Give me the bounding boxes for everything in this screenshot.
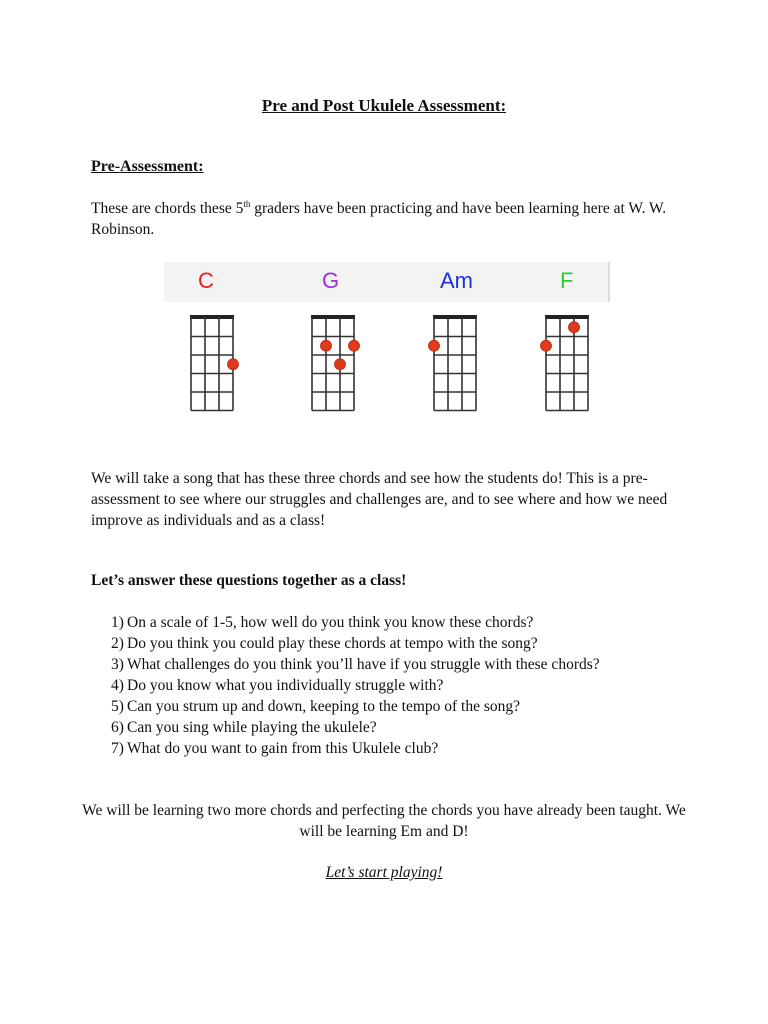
question-number: 1) bbox=[111, 614, 124, 631]
question-text: Do you think you could play these chords at tempo with the song? bbox=[127, 635, 538, 652]
chord-name-am: Am bbox=[440, 268, 473, 293]
list-item bbox=[91, 696, 691, 717]
finger-dot bbox=[429, 340, 440, 351]
question-text: On a scale of 1-5, how well do you think you know these chords? bbox=[127, 614, 534, 631]
question-number: 3) bbox=[111, 656, 124, 673]
list-item bbox=[91, 675, 691, 696]
chord-chart-image bbox=[164, 262, 608, 414]
question-text: What challenges do you think you’ll have if you struggle with these chords? bbox=[127, 656, 600, 673]
intro-paragraph bbox=[91, 198, 681, 240]
question-text: Can you strum up and down, keeping to the tempo of the song? bbox=[127, 698, 521, 715]
finger-dot bbox=[569, 322, 580, 333]
question-text: Can you sing while playing the ukulele? bbox=[127, 719, 377, 736]
question-number: 5) bbox=[111, 698, 124, 715]
intro-superscript: th bbox=[243, 198, 251, 209]
start-playing-text: Let’s start playing! bbox=[325, 864, 443, 881]
finger-dot bbox=[335, 359, 346, 370]
chord-name-f: F bbox=[560, 268, 574, 293]
list-item bbox=[91, 633, 691, 654]
chord-diagram-g bbox=[311, 315, 360, 411]
chord-name-g: G bbox=[322, 268, 340, 293]
question-text: Do you know what you individually struggle with? bbox=[127, 677, 444, 694]
body-paragraph: We will take a song that has these three chords and see how the students do! This is a pre-assessment to see where our struggles and challenges are, and to see where and how we need improve as individuals and as a class! bbox=[91, 470, 668, 529]
finger-dot bbox=[228, 359, 239, 370]
question-number: 2) bbox=[111, 635, 124, 652]
nut-line bbox=[433, 315, 477, 319]
chord-diagram-f bbox=[541, 315, 590, 411]
intro-text-start: These are chords these 5 bbox=[91, 200, 244, 217]
chord-name-c: C bbox=[198, 268, 214, 293]
class-questions-heading: Let’s answer these questions together as a class! bbox=[91, 572, 407, 589]
nut-line bbox=[545, 315, 589, 319]
question-number: 4) bbox=[111, 677, 124, 694]
chord-diagram-c bbox=[190, 315, 239, 411]
list-item bbox=[91, 654, 691, 675]
list-item bbox=[91, 717, 691, 738]
finger-dot bbox=[321, 340, 332, 351]
list-item bbox=[91, 612, 691, 633]
closing-paragraph: We will be learning two more chords and perfecting the chords you have already been taught. We will be learning Em and D! bbox=[82, 802, 686, 840]
nut-line bbox=[190, 315, 234, 319]
page-title: Pre and Post Ukulele Assessment: bbox=[261, 96, 507, 115]
finger-dot bbox=[349, 340, 360, 351]
intro-text-end: graders have been practicing and have been learning here at W. W. Robinson. bbox=[91, 200, 667, 238]
chord-diagram-am bbox=[429, 315, 478, 411]
questions-list bbox=[91, 612, 691, 759]
nut-line bbox=[311, 315, 355, 319]
question-number: 7) bbox=[111, 740, 124, 757]
question-number: 6) bbox=[111, 719, 124, 736]
finger-dot bbox=[541, 340, 552, 351]
list-item bbox=[91, 738, 691, 759]
question-text: What do you want to gain from this Ukulele club? bbox=[127, 740, 439, 757]
chord-diagrams bbox=[164, 262, 608, 414]
pre-assessment-heading: Pre-Assessment: bbox=[91, 158, 204, 175]
